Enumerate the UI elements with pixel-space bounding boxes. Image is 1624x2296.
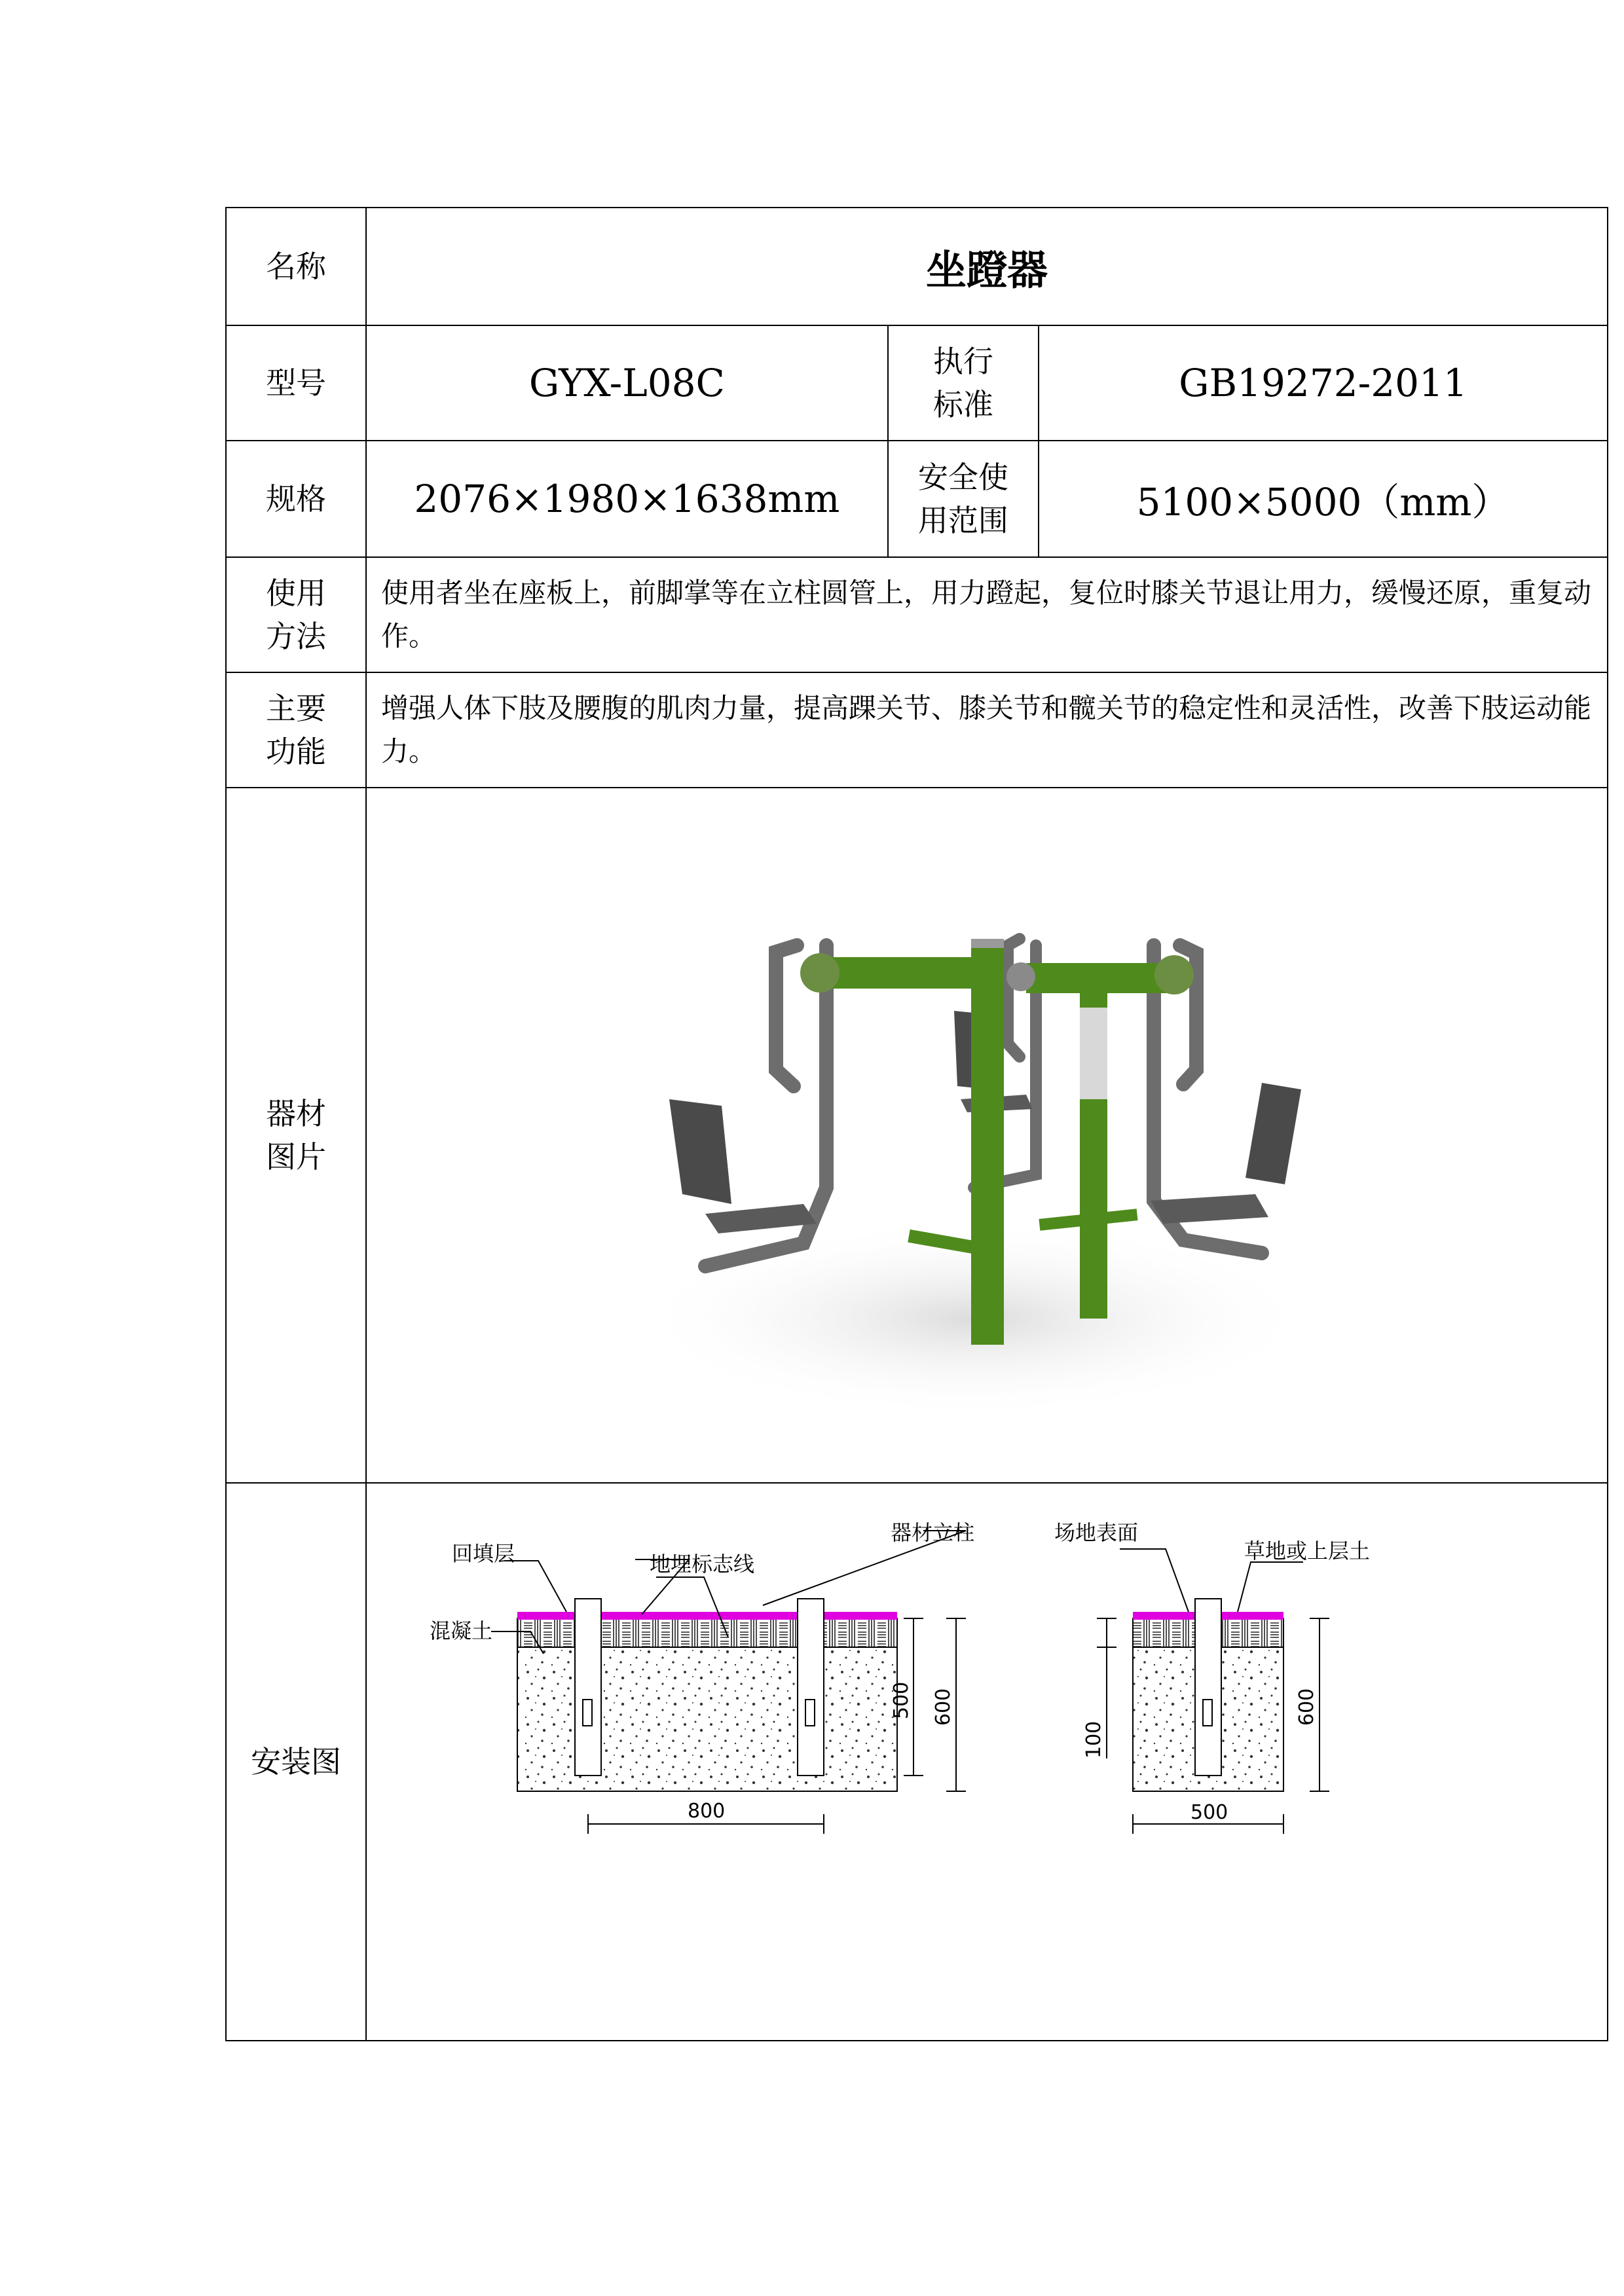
model-value: GYX-L08C bbox=[366, 325, 888, 441]
name-label: 名称 bbox=[226, 208, 366, 325]
install-diagram bbox=[367, 1484, 1607, 1850]
seat-left bbox=[669, 1099, 817, 1233]
install-diagram-cell bbox=[366, 1483, 1608, 2041]
spec-label: 规格 bbox=[226, 441, 366, 557]
equipment-photo-cell bbox=[366, 788, 1608, 1483]
label-site-surface: 场地表面 bbox=[1054, 1520, 1139, 1545]
model-label: 型号 bbox=[226, 325, 366, 441]
label-grass: 草地或上层土 bbox=[1244, 1539, 1371, 1563]
spec-value: 2076×1980×1638mm bbox=[366, 441, 888, 557]
dim-right-depth: 600 bbox=[1295, 1688, 1318, 1726]
dim-left-outer: 600 bbox=[932, 1688, 955, 1726]
safety-range-label: 安全使 用范围 bbox=[888, 441, 1039, 557]
function-label: 主要 功能 bbox=[226, 672, 366, 788]
product-name: 坐蹬器 bbox=[366, 208, 1608, 325]
usage-label: 使用 方法 bbox=[226, 557, 366, 672]
dim-left-inner: 500 bbox=[890, 1681, 913, 1719]
photo-label: 器材 图片 bbox=[226, 788, 366, 1483]
dim-right-width: 500 bbox=[1190, 1801, 1228, 1824]
equipment-illustration bbox=[607, 847, 1367, 1423]
label-post: 器材立柱 bbox=[891, 1520, 975, 1545]
function-text: 增强人体下肢及腰腹的肌肉力量，提高踝关节、膝关节和髋关节的稳定性和灵活性，改善下肢运动能力。 bbox=[366, 672, 1608, 788]
usage-text: 使用者坐在座板上，前脚掌等在立柱圆管上，用力蹬起，复位时膝关节退让用力，缓慢还原，重复动作。 bbox=[366, 557, 1608, 672]
spec-sheet-table bbox=[225, 207, 1608, 2041]
dim-left-width: 800 bbox=[688, 1800, 726, 1823]
label-concrete: 混凝土 bbox=[430, 1618, 493, 1643]
label-backfill: 回填层 bbox=[452, 1541, 515, 1566]
install-label: 安装图 bbox=[226, 1483, 366, 2041]
right-post bbox=[1195, 1599, 1221, 1776]
left-footing-drawing bbox=[430, 1520, 974, 1834]
safety-range-value: 5100×5000（mm） bbox=[1039, 441, 1608, 557]
dim-right-embed: 100 bbox=[1082, 1721, 1105, 1758]
standard-value: GB19272-2011 bbox=[1039, 325, 1608, 441]
label-marker-line: 地埋标志线 bbox=[650, 1552, 755, 1576]
right-footing-drawing bbox=[1054, 1520, 1370, 1834]
seat-right bbox=[1151, 1083, 1301, 1224]
post-right bbox=[798, 1599, 824, 1776]
post-left bbox=[575, 1599, 601, 1776]
standard-label: 执行 标准 bbox=[888, 325, 1039, 441]
